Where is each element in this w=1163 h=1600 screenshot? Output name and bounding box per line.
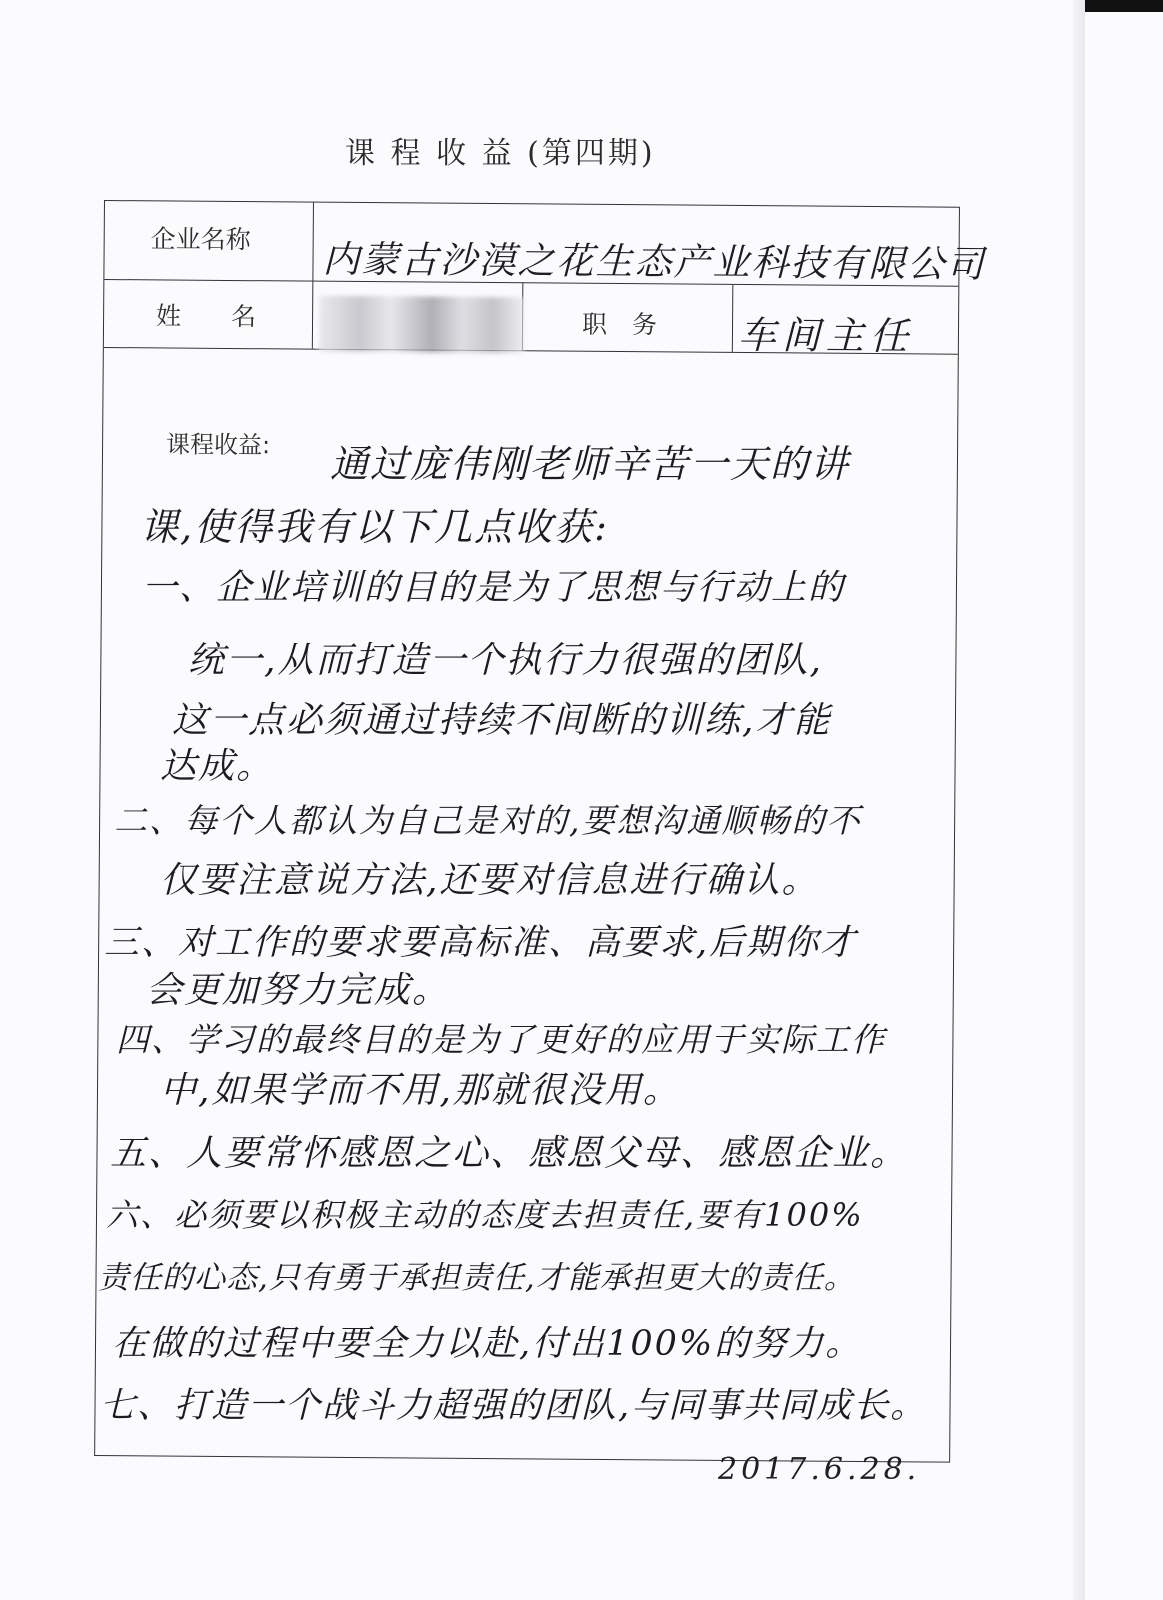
company-name-value: 内蒙古沙漠之花生态产业科技有限公司 [322, 237, 986, 286]
company-name-label: 企业名称 [150, 224, 251, 255]
position-label-divider [732, 284, 734, 352]
benefit-line: 七、打造一个战斗力超强的团队,与同事共同成长。 [100, 1386, 928, 1426]
benefit-line: 四、学习的最终目的是为了更好的应用于实际工作 [116, 1020, 886, 1059]
name-label: 姓 名 [155, 301, 257, 332]
benefit-line: 五、人要常怀感恩之心、感恩父母、感恩企业。 [110, 1133, 909, 1174]
label-column-divider [312, 203, 314, 349]
benefits-label: 课程收益: [165, 430, 271, 460]
benefit-line: 一、企业培训的目的是为了思想与行动上的 [142, 568, 846, 608]
benefit-line: 责任的心态,只有勇于承担责任,才能承担更大的责任。 [98, 1260, 856, 1296]
page-title: 课 程 收 益 (第四期) [345, 136, 656, 171]
benefit-line: 二、每个人都认为自己是对的,要想沟通顺畅的不 [114, 801, 862, 840]
position-value: 车间主任 [737, 312, 915, 359]
signed-date: 2017.6.28. [718, 1452, 921, 1487]
benefit-line: 三、对工作的要求要高标准、高要求,后期你才 [104, 923, 858, 963]
redacted-name [319, 296, 524, 354]
benefit-line: 统一,从而打造一个执行力很强的团队, [188, 640, 823, 681]
benefit-line: 通过庞伟刚老师辛苦一天的讲 [330, 442, 851, 486]
benefit-line: 六、必须要以积极主动的态度去担责任,要有100% [106, 1196, 864, 1234]
benefit-line: 这一点必须通过持续不间断的训练,才能 [172, 700, 832, 741]
benefit-line: 中,如果学而不用,那就很没用。 [160, 1070, 681, 1111]
benefit-line: 在做的过程中要全力以赴,付出100%的努力。 [112, 1324, 863, 1364]
benefit-line: 课,使得我有以下几点收获: [140, 505, 609, 549]
benefit-line: 仅要注意说方法,还要对信息进行确认。 [160, 860, 820, 901]
benefit-line: 会更加努力完成。 [146, 970, 451, 1011]
scan-edge-bar [1085, 0, 1163, 12]
benefit-line: 达成。 [160, 746, 275, 787]
page-edge-shadow [1073, 0, 1085, 1600]
position-label: 职 务 [581, 309, 658, 340]
